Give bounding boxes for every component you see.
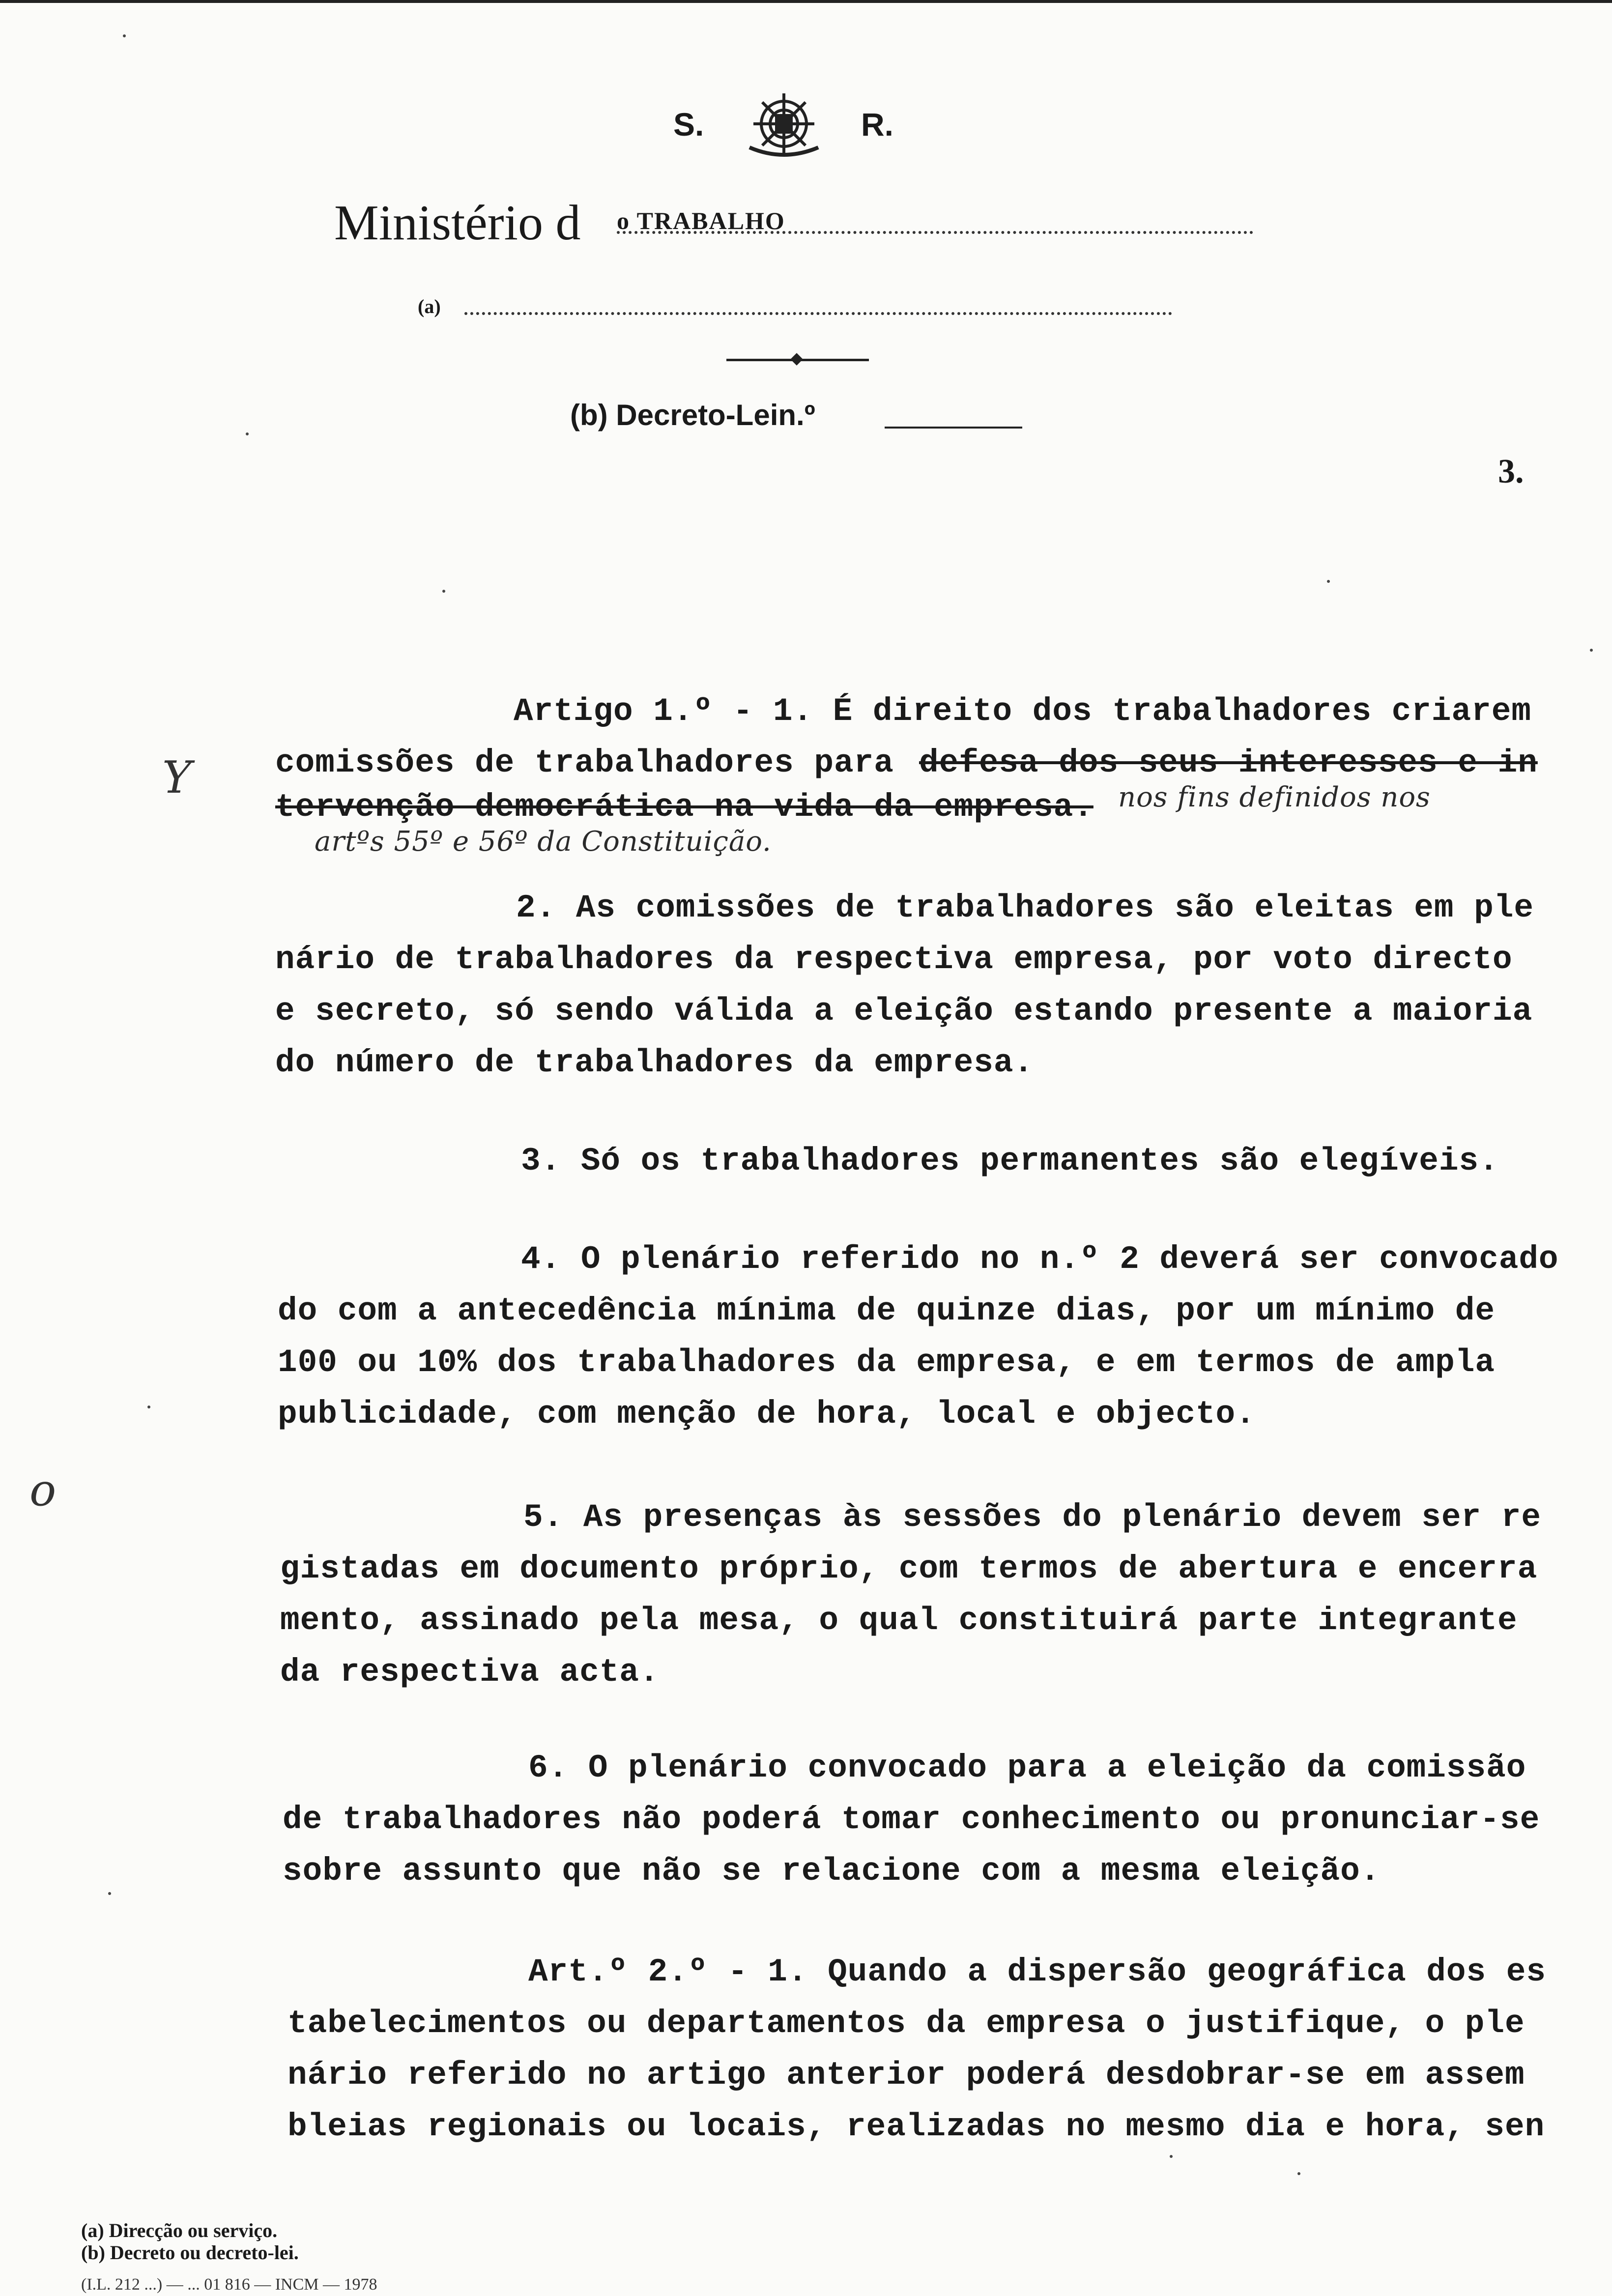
ministry-title: Ministério d [334,195,581,251]
text-line: 100 ou 10% dos trabalhadores da empresa, e em termos de ampla [278,1344,1495,1381]
text-line: de trabalhadores não poderá tomar conhecimento ou pronunciar-se [283,1801,1540,1838]
margin-check-mark: Y [162,752,192,804]
scan-speck [246,432,249,435]
header-r-letter: R. [861,106,893,143]
ministry-name: o TRABALHO [617,207,785,234]
scan-speck [147,1406,150,1408]
page-number: 3. [1498,453,1524,490]
text-line: publicidade, com menção de hora, local e objecto. [278,1396,1256,1433]
coat-of-arms-icon [740,88,828,162]
scan-speck [123,34,126,37]
ministry-dotted-line [617,231,1253,234]
field-a-dotted-line [464,312,1172,315]
text-line: 2. As comissões de trabalhadores são eleitas em ple [516,890,1534,926]
decree-number-line [885,427,1022,429]
header-s-letter: S. [673,106,704,143]
text-line: tabelecimentos ou departamentos da empresa o justifique, o ple [288,2005,1525,2042]
text-line: da respectiva acta. [280,1654,660,1691]
text-line: nário referido no artigo anterior poderá desdobrar-se em assem [288,2057,1525,2094]
handwritten-annotation: nos fins definidos nos [1118,781,1431,813]
footnote-a: (a) Direcção ou serviço. [81,2219,278,2241]
text-line: gistadas em documento próprio, com termos de abertura e encerra [280,1550,1538,1587]
scan-speck [108,1892,111,1895]
field-a-marker: (a) [418,295,441,317]
text-line: sobre assunto que não se relacione com a mesma eleição. [283,1853,1381,1890]
scan-speck [1297,2172,1300,2175]
text-line: nário de trabalhadores da respectiva empresa, por voto directo [275,941,1513,978]
text-line: e secreto, só sendo válida a eleição estando presente a maioria [275,993,1533,1030]
struck-text: tervenção democrática na vida da empresa. [275,789,1094,826]
text-line: 3. Só os trabalhadores permanentes são elegíveis. [521,1143,1499,1179]
margin-mark: o [29,1464,57,1516]
struck-text: defesa dos seus interesses e in [919,745,1538,781]
scan-speck [1327,580,1330,583]
text-line: 4. O plenário referido no n.º 2 deverá ser convocado [521,1241,1559,1278]
text-line: comissões de trabalhadores para [275,745,894,781]
decree-label: (b) Decreto-Lein.º [570,399,815,431]
text-line: do número de trabalhadores da empresa. [275,1044,1034,1081]
text-line: bleias regionais ou locais, realizadas no mesmo dia e hora, sen [288,2108,1545,2145]
handwritten-annotation: artºs 55º e 56º da Constituição. [315,826,772,858]
divider-diamond [790,353,803,365]
print-code: (I.L. 212 ...) — ... 01 816 — INCM — 1978 [81,2275,377,2294]
text-line: Art.º 2.º - 1. Quando a dispersão geográfica dos es [528,1953,1546,1990]
scan-speck [442,590,445,593]
footnote-b: (b) Decreto ou decreto-lei. [81,2241,299,2264]
text-line: do com a antecedência mínima de quinze dias, por um mínimo de [278,1292,1495,1329]
top-border [0,0,1612,3]
scan-speck [1170,2155,1173,2158]
text-line: 5. As presenças às sessões do plenário devem ser re [523,1499,1541,1536]
text-line: 6. O plenário convocado para a eleição da comissão [528,1750,1526,1786]
scan-speck [1590,649,1593,652]
text-line: Artigo 1.º - 1. É direito dos trabalhadores criarem [514,693,1531,730]
text-line: mento, assinado pela mesa, o qual constituirá parte integrante [280,1602,1518,1639]
